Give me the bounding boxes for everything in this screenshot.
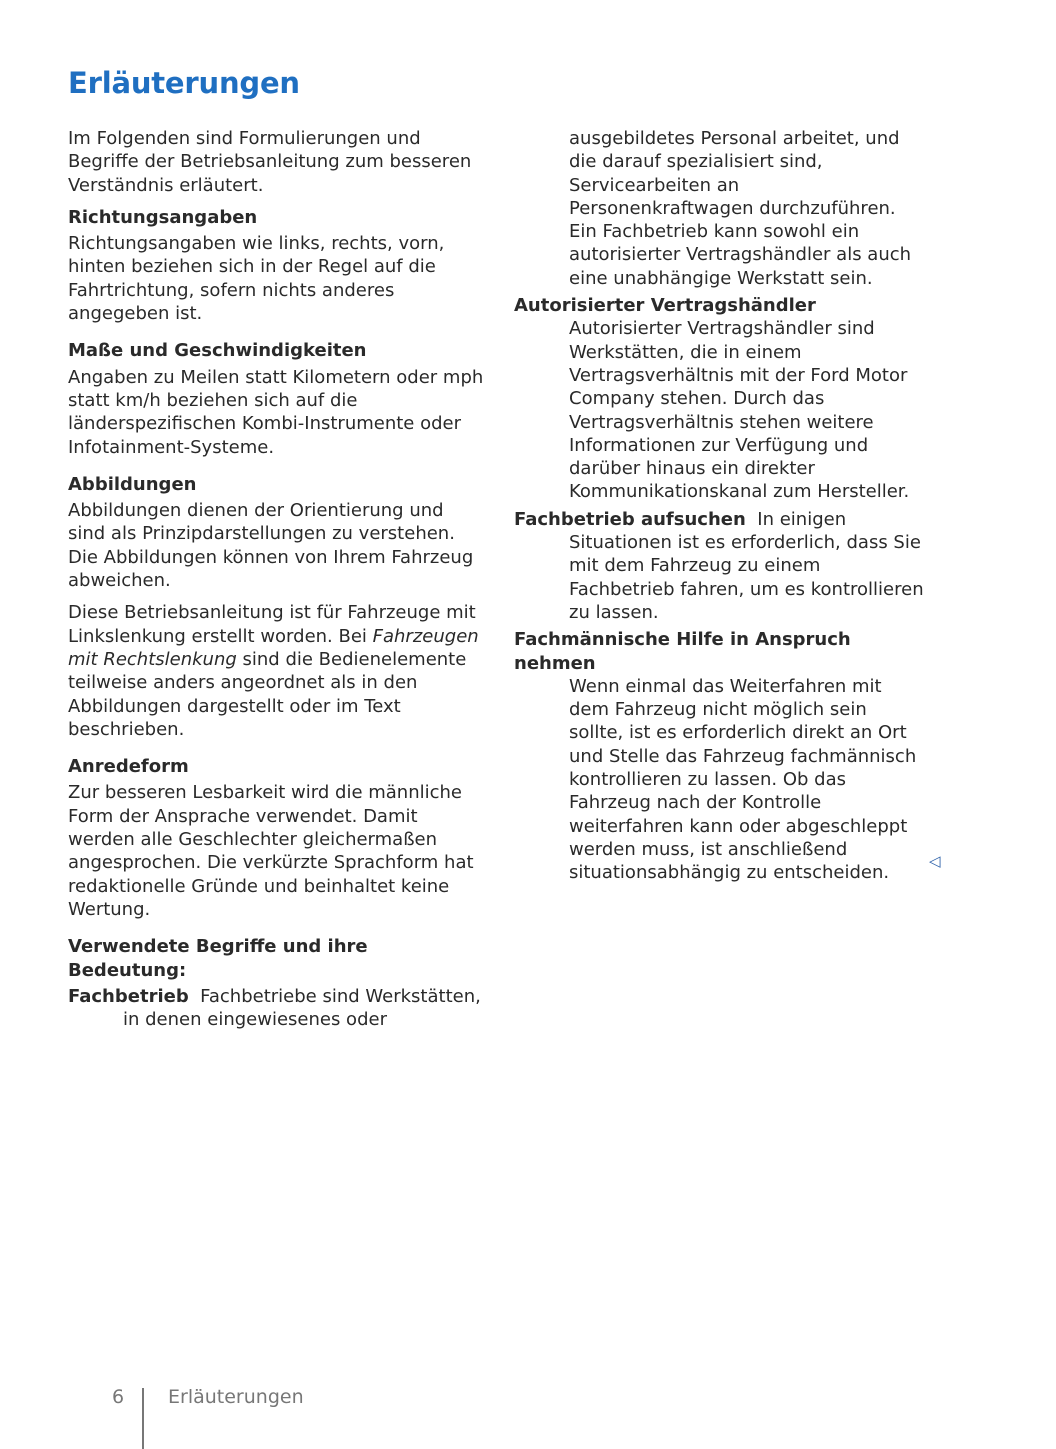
- abbildungen-text-2-start: Diese Betriebsanleitung ist für Fahrzeuge mit Linkslenkung erstellt worden. Bei: [68, 602, 476, 647]
- term-aufsuchen: [514, 508, 926, 624]
- term-hilfe-label: Fachmännische Hilfe in Anspruch nehmen: [514, 629, 851, 674]
- heading-masse: Maße und Geschwindigkeiten: [68, 340, 367, 362]
- anredeform-text: Zur besseren Lesbarkeit wird die männliche Form der Ansprache verwendet. Damit werden alle Geschlechter gleichermaßen angesprochen. Die verkürzte Sprachform hat redaktionelle Gründe und beinhaltet keine Wertung.: [68, 782, 474, 920]
- term-vertragshaendler: [514, 294, 926, 504]
- term-aufsuchen-definition: In einigen Situationen ist es erforderlich, dass Sie mit dem Fahrzeug zu einem Fachbetrieb fahren, um es kontrollieren zu lassen.: [569, 508, 924, 623]
- abbildungen-text-2-end: sind die Bedienelemente teilweise anders angeordnet als in den Abbildungen dargestellt oder im Text beschrieben.: [68, 648, 467, 740]
- term-vertragshaendler-definition: Autorisierter Vertragshändler sind Werkstätten, die in einem Vertragsverhältnis mit der Ford Motor Company stehen. Durch das Vertragsverhältnis stehen weitere Informationen zur Verfügung und darüber hinaus ein direkter Kommunikationskanal zum Hersteller.: [569, 318, 910, 503]
- term-vertragshaendler-label: Autorisierter Vertragshändler: [514, 295, 816, 317]
- page-number: 6: [112, 1386, 125, 1408]
- heading-abbildungen: Abbildungen: [68, 473, 197, 495]
- term-fachbetrieb-continued: ausgebildetes Personal arbeitet, und die darauf spezialisiert sind, Servicearbeiten an Personenkraftwagen durchzuführen. Ein Fachbetrieb kann sowohl ein autorisierter Vertragshändler als auch eine unabhängige Werkstatt sein.: [569, 128, 912, 289]
- heading-anredeform: Anredeform: [68, 756, 189, 778]
- term-fachbetrieb-definition: Fachbetriebe sind Werkstätten, in denen eingewiesenes oder: [123, 985, 481, 1031]
- left-column: [68, 127, 484, 1035]
- masse-text: Angaben zu Meilen statt Kilometern oder mph statt km/h beziehen sich auf die länderspezifischen Kombi-Instrumente oder Infotainment-Systeme.: [68, 366, 484, 458]
- footer-divider: [142, 1388, 144, 1449]
- section-end-triangle-icon: ◁: [929, 852, 941, 870]
- abbildungen-text-2-italic: Fahrzeugen mit Rechtslenkung: [68, 625, 479, 670]
- heading-richtungsangaben: Richtungsangaben: [68, 206, 258, 228]
- footer-section-title: Erläuterungen: [168, 1386, 304, 1408]
- intro-paragraph: Im Folgenden sind Formulierungen und Begriffe der Betriebsanleitung zum besseren Verständnis erläutert.: [68, 128, 472, 196]
- heading-begriffe: Verwendete Begriffe und ihre Bedeutung:: [68, 936, 368, 981]
- abbildungen-text-2: [68, 601, 484, 741]
- abbildungen-text: Abbildungen dienen der Orientierung und sind als Prinzipdarstellungen zu verstehen. Die Abbildungen können von Ihrem Fahrzeug abweichen.: [68, 500, 474, 592]
- term-aufsuchen-label: Fachbetrieb aufsuchen: [514, 508, 746, 530]
- page-title: Erläuterungen: [68, 66, 300, 100]
- right-column: [514, 127, 926, 889]
- term-fachbetrieb: [68, 985, 484, 1032]
- term-hilfe-definition: Wenn einmal das Weiterfahren mit dem Fahrzeug nicht möglich sein sollte, ist es erforderlich direkt an Ort und Stelle das Fahrzeug fachmännisch kontrollieren zu lassen. Ob das Fahrzeug nach der Kontrolle weiterfahren kann oder abgeschleppt werden muss, ist anschließend situationsabhängig zu entscheiden.: [569, 675, 917, 884]
- richtungsangaben-text: Richtungsangaben wie links, rechts, vorn, hinten beziehen sich in der Regel auf die Fahrtrichtung, sofern nichts anderes angegeben ist.: [68, 233, 445, 325]
- term-fachbetrieb-label: Fachbetrieb: [68, 985, 189, 1007]
